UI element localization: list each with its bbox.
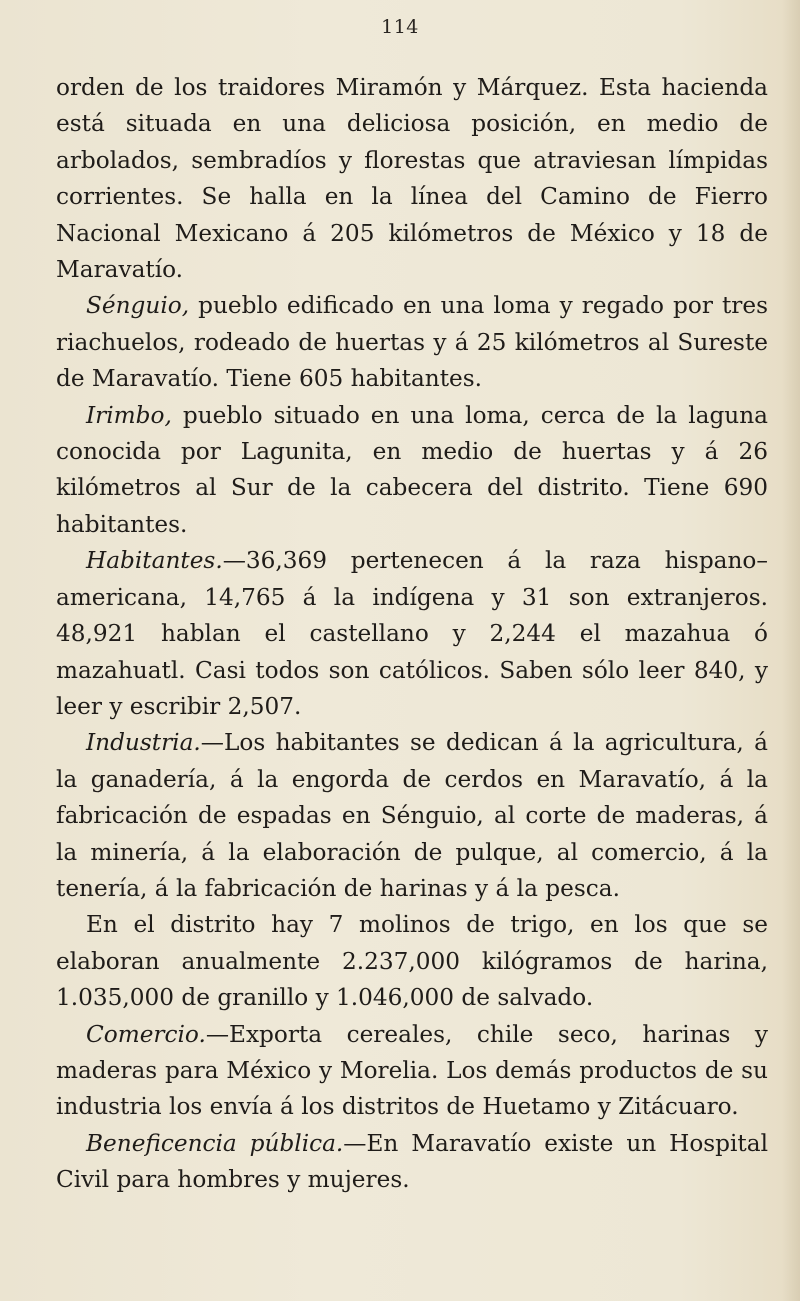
paragraph-hacienda bbox=[56, 70, 768, 288]
page-number: 114 bbox=[381, 16, 419, 38]
body-text bbox=[56, 70, 768, 1199]
paragraph-term: Beneficencia pública. bbox=[86, 1129, 344, 1157]
paragraph-text: —Los habitantes se dedican á la agricultura, á la ganadería, á la engorda de cerdos en Maravatío, á la fabricación de espadas en Sénguio, al corte de maderas, á la minería, á la elaboración de pulque, al comercio, á la tenería, á la fabricación de harinas y á la pesca. bbox=[56, 729, 768, 902]
paragraph-habitantes bbox=[56, 543, 768, 725]
paragraph-text: pueblo situado en una loma, cerca de la laguna conocida por Lagunita, en medio de huertas y á 26 kilómetros al Sur de la cabecera del distrito. Tiene 690 habitantes. bbox=[56, 401, 768, 538]
paragraph-term: Habitantes. bbox=[86, 547, 223, 575]
paragraph-senguio bbox=[56, 288, 768, 397]
paragraph-text: —En Maravatío existe un Hospital Civil para hombres y mujeres. bbox=[56, 1129, 768, 1194]
paragraph-text: En el distrito hay 7 molinos de trigo, en los que se elaboran anualmente 2.237,000 kilógramos de harina, 1.035,000 de granillo y 1.046,000 de salvado. bbox=[56, 911, 768, 1012]
paragraph-irimbo bbox=[56, 398, 768, 544]
paragraph-term: Irimbo, bbox=[86, 401, 172, 429]
paragraph-beneficencia bbox=[56, 1126, 768, 1199]
paragraph-text: pueblo edificado en una loma y regado por tres riachuelos, rodeado de huertas y á 25 kilómetros al Sureste de Maravatío. Tiene 605 habitantes. bbox=[56, 292, 768, 393]
paragraph-text: —Exporta cereales, chile seco, harinas y maderas para México y Morelia. Los demás productos de su industria los envía á los distritos de Huetamo y Zitácuaro. bbox=[56, 1020, 768, 1121]
paragraph-term: Industria. bbox=[86, 729, 201, 757]
paragraph-comercio bbox=[56, 1017, 768, 1126]
paragraph-text: —36,369 pertenecen á la raza hispano–americana, 14,765 á la indígena y 31 son extranjeros. 48,921 hablan el castellano y 2,244 el mazahua ó mazahuatl. Casi todos son católicos. Saben sólo leer 840, y leer y escribir 2,507. bbox=[56, 547, 768, 720]
paragraph-text: orden de los traidores Miramón y Márquez. Esta hacienda está situada en una deliciosa posición, en medio de arbolados, sembradíos y florestas que atraviesan límpidas corrientes. Se halla en la línea del Camino de Fierro Nacional Mexicano á 205 kilómetros de México y 18 de Maravatío. bbox=[56, 74, 768, 284]
paragraph-molinos bbox=[56, 907, 768, 1016]
paragraph-term: Comercio. bbox=[86, 1020, 206, 1048]
paragraph-industria bbox=[56, 725, 768, 907]
paragraph-term: Sénguio, bbox=[86, 292, 190, 320]
page-edge-shadow bbox=[782, 0, 800, 1301]
